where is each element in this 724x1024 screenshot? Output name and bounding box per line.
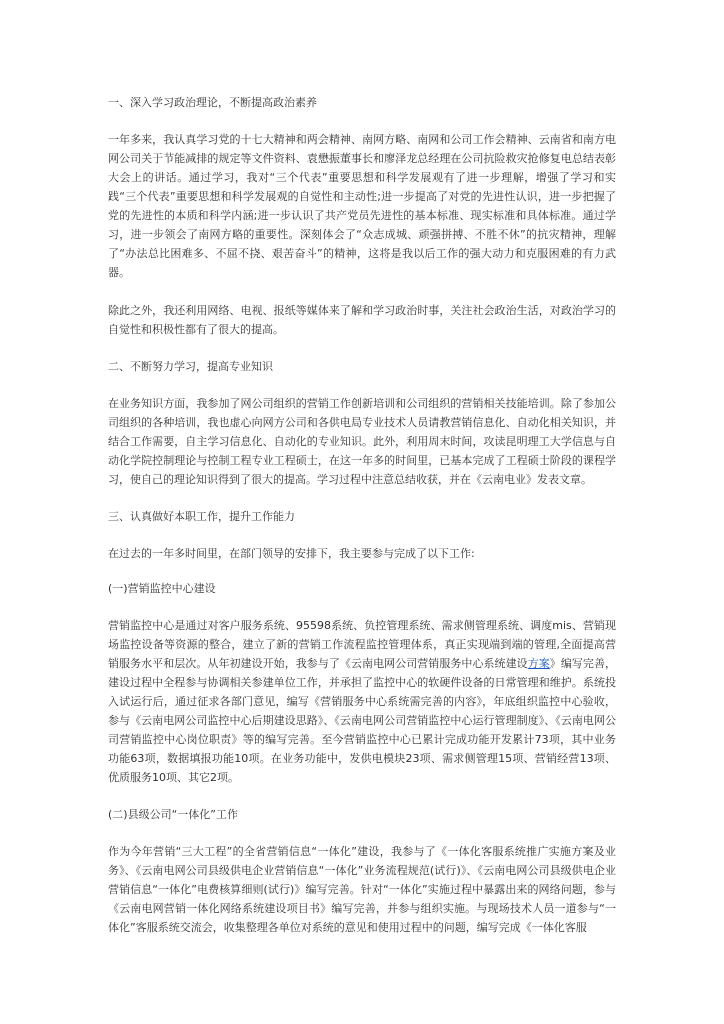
section-1-heading: 一、深入学习政治理论，不断提高政治素养 <box>108 96 317 109</box>
subsection-1-text-before-link: 营销监控中心是通过对客户服务系统、95598系统、负控管理系统、需求侧管理系统、调度mis、营销现场监控设备等资源的整合，建立了新的营销工作流程监控管理体系，真正实现端到端的管理,全面提高营销服务水平和层次。从年初建设开始，我参与了《云南电网公司营销服务中心系统建设 <box>108 619 616 670</box>
subsection-1-text-after-link: 》编写完善，建设过程中全程参与协调相关参建单位工作，并承担了监控中心的软硬件设备的日常管理和维护。系统投入试运行后，通过征求各部门意见，编写《营销服务中心系统需完善的内容》，年底组织监控中心验收，参与《云南电网公司监控中心后期建设思路》、《云南电网公司营销监控中心运行管理制度》、《云南电网公司营销监控中心岗位职责》等的编写完善。至今营销监控中心已累计完成功能开发累计73项，其中业务功能63项，数据填报功能10项。在业务功能中，发供电模块23项、需求侧管理15项、营销经营13项、优质服务10项、其它2项。 <box>108 657 617 784</box>
subsection-2-heading: (二)县级公司“一体化”工作 <box>108 808 238 821</box>
section-3-heading: 三、认真做好本职工作，提升工作能力 <box>108 510 295 523</box>
subsection-1-paragraph <box>108 616 616 787</box>
subsection-1-heading: (一)营销监控中心建设 <box>108 582 216 595</box>
document-body <box>108 94 616 956</box>
plan-link[interactable]: 方案 <box>527 657 550 670</box>
section-1-paragraph-1: 一年多来，我认真学习党的十七大精神和两会精神、南网方略、南网和公司工作会精神、云南省和南方电网公司关于节能减排的规定等文件资料、袁懋振董事长和廖泽龙总经理在公司抗险救灾抢修复电总结表彰大会上的讲话。通过学习，我对“三个代表”重要思想和科学发展观有了进一步理解，增强了学习和实践“三个代表”重要思想和科学发展观的自觉性和主动性;进一步提高了对党的先进性认识，进一步把握了党的先进性的本质和科学内涵;进一步认识了共产党员先进性的基本标准、现实标准和具体标准。通过学习，进一步领会了南网方略的重要性。深刻体会了“众志成城、顽强拼搏、不胜不休”的抗灾精神，理解了“办法总比困难多、不屈不挠、艰苦奋斗”的精神，这将是我以后工作的强大动力和克服困难的有力武器。 <box>108 133 616 279</box>
section-2-paragraph-1: 在业务知识方面，我参加了网公司组织的营销工作创新培训和公司组织的营销相关技能培训。除了参加公司组织的各种培训，我也虚心向网方公司和各供电局专业技术人员请教营销信息化、自动化相关知识，并结合工作需要，自主学习信息化、自动化的专业知识。此外，利用周末时间，攻读昆明理工大学信息与自动化学院控制理论与控制工程专业工程硕士，在这一年多的时间里，已基本完成了工程硕士阶段的课程学习，使自己的理论知识得到了很大的提高。学习过程中注意总结收获，并在《云南电业》发表文章。 <box>108 397 616 486</box>
subsection-2-paragraph: 作为今年营销“三大工程”的全省营销信息“一体化”建设，我参与了《一体化客服系统推广实施方案及业务》、《云南电网公司县级供电企业营销信息“一体化”业务流程规范(试行)》、《云南电网公司县级供电企业营销信息“一体化”电费核算细则(试行)》编写完善。针对“一体化”实施过程中暴露出来的网络问题，参与《云南电网营销一体化网络系统建设项目书》编写完善，并参与组织实施。与现场技术人员一道参与“一体化”客服系统交流会，收集整理各单位对系统的意见和使用过程中的问题，编写完成《一体化客服 <box>108 845 616 934</box>
section-1-paragraph-2: 除此之外，我还利用网络、电视、报纸等媒体来了解和学习政治时事，关注社会政治生活，对政治学习的自觉性和积极性都有了很大的提高。 <box>108 304 616 336</box>
section-2-heading: 二、不断努力学习，提高专业知识 <box>108 360 273 373</box>
section-3-paragraph-1: 在过去的一年多时间里，在部门领导的安排下，我主要参与完成了以下工作: <box>108 547 475 560</box>
